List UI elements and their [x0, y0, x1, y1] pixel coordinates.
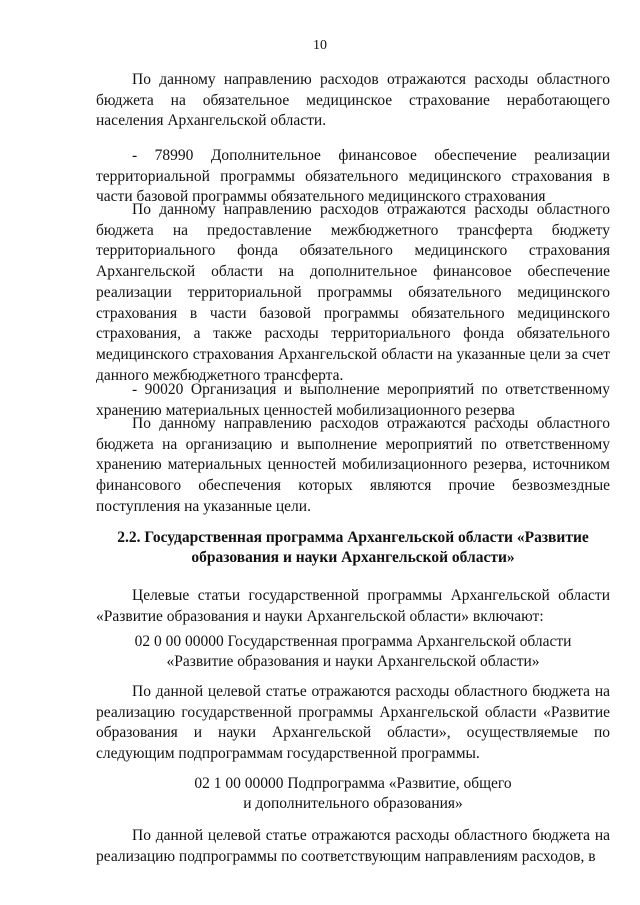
paragraph-program-intro: Целевые статьи государственной программы Архангельской области «Развитие образования и науки Архангельской области» включают: [96, 587, 610, 625]
paragraph-78990-description: По данному направлению расходов отражаются расходы областного бюджета на предоставление межбюджетного трансферта бюджету территориального фонда обязательного медицинского страхования Архангельской области на дополнительное финансовое обеспечение реализации территориальной программы обязательного медицинского страхования в части базовой программы обязательного медицинского страхования, а также расходы территориального фонда обязательного медицинского страхования Архангельской области на указанные цели за счет данного межбюджетного трансферта. [96, 201, 610, 384]
paragraph-subprogram-expenses: По данной целевой статье отражаются расходы областного бюджета на реализацию подпрограммы по соответствующим направлениям расходов, в [96, 827, 610, 865]
target-article-code-line2: «Развитие образования и науки Архангельской области» [166, 653, 540, 670]
target-article-code-line1: 02 0 00 00000 Государственная программа Архангельской области [134, 633, 572, 650]
section-heading-line2: образования и науки Архангельской области» [191, 549, 515, 566]
paragraph-program-expenses: По данной целевой статье отражаются расходы областного бюджета на реализацию государственной программы Архангельской области «Развитие образования и науки Архангельской области», осуществляемые по следующим подпрограммам государственной программы. [96, 683, 610, 763]
paragraph-90020-title: - 90020 Организация и выполнение мероприятий по ответственному хранению материальных ценностей мобилизационного резерва [96, 381, 610, 419]
paragraph-78990-title: - 78990 Дополнительное финансовое обеспечение реализации территориальной программы обязательного медицинского страхования в части базовой программы обязательного медицинского страхования [96, 147, 610, 206]
subprogram-code-line2: и дополнительного образования» [243, 795, 463, 812]
section-heading-line1: 2.2. Государственная программа Архангельской области «Развитие [117, 529, 589, 546]
page-number: 10 [313, 38, 327, 53]
subprogram-code-line1: 02 1 00 00000 Подпрограмма «Развитие, общего [194, 775, 512, 792]
paragraph-oms-unemployed: По данному направлению расходов отражаются расходы областного бюджета на обязательное медицинское страхование неработающего населения Архангельской области. [96, 71, 610, 130]
paragraph-90020-description: По данному направлению расходов отражаются расходы областного бюджета на организацию и выполнение мероприятий по ответственному хранению материальных ценностей мобилизационного резерва, источником финансового обеспечения которых являются прочие безвозмездные поступления на указанные цели. [96, 415, 610, 515]
